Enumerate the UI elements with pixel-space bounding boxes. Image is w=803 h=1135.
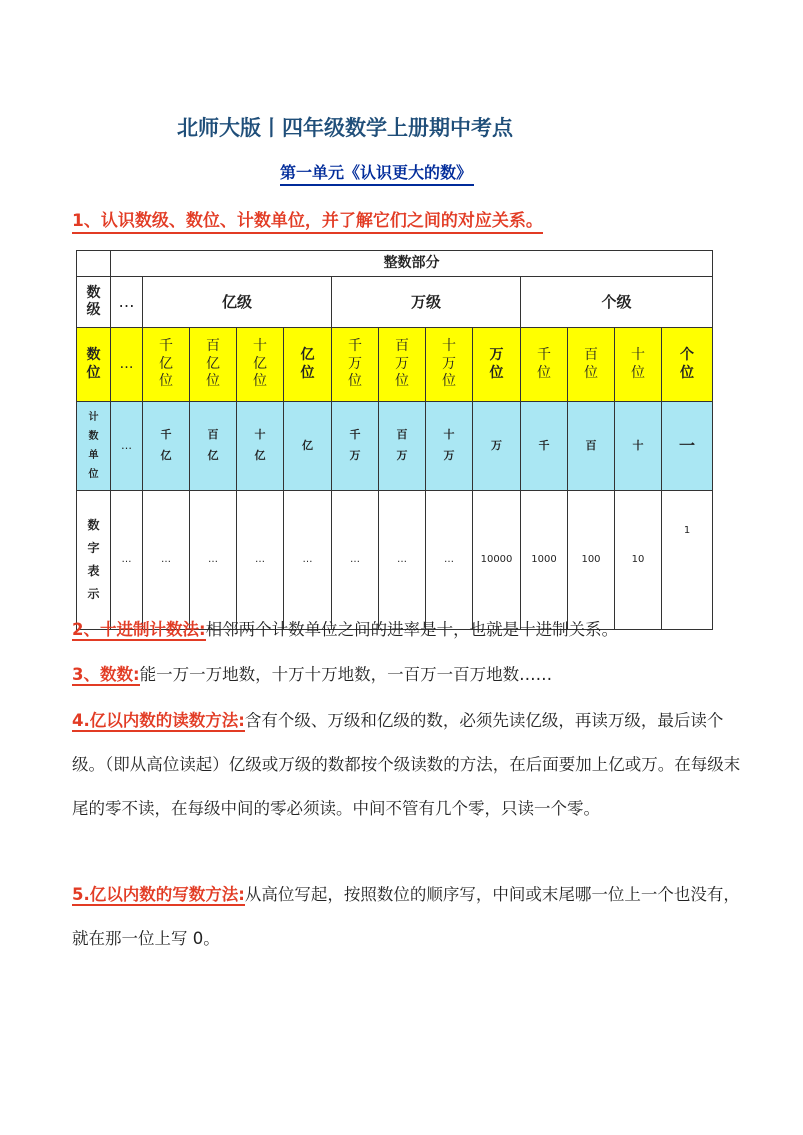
integer-part-header: 整数部分: [111, 251, 713, 277]
paragraph-counting: [72, 653, 742, 697]
position-cell: 万位: [473, 328, 521, 402]
digit-cell: …: [426, 491, 473, 630]
section-1-heading: 1、认识数级、数位、计数单位，并了解它们之间的对应关系。: [72, 206, 543, 234]
digit-cell: …: [237, 491, 284, 630]
digit-cell: 1: [662, 491, 713, 630]
digit-cell: …: [379, 491, 426, 630]
paragraph-label: 3、数数:: [72, 665, 140, 684]
digit-cell: 10: [615, 491, 662, 630]
position-cell: 十亿位: [237, 328, 284, 402]
group-ge: 个级: [521, 277, 713, 328]
position-cell: 百亿位: [190, 328, 237, 402]
unit-cell: …: [111, 402, 143, 491]
digit-cell: …: [111, 491, 143, 630]
unit-cell: 百亿: [190, 402, 237, 491]
row-label-digit: 数字表示: [77, 491, 111, 630]
level-ellipsis: …: [111, 277, 143, 328]
row-label-level: 数级: [77, 277, 111, 328]
unit-cell: 千: [521, 402, 568, 491]
digit-cell: 1000: [521, 491, 568, 630]
place-value-table: [76, 250, 713, 630]
position-cell: …: [111, 328, 143, 402]
paragraph-decimal-system: [72, 608, 742, 652]
unit-cell: 十: [615, 402, 662, 491]
position-cell: 十位: [615, 328, 662, 402]
corner-cell: [77, 251, 111, 277]
unit-cell: 百: [568, 402, 615, 491]
unit-subtitle: 第一单元《认识更大的数》: [280, 160, 474, 186]
paragraph-text: 从高位写起，按照数位的顺序写，中间或末尾哪一位上一个也没有，就在那一位上写 0。: [72, 885, 740, 948]
position-cell: 千位: [521, 328, 568, 402]
paragraph-reading-method: [72, 699, 742, 831]
unit-cell: 千万: [332, 402, 379, 491]
group-yi: 亿级: [143, 277, 332, 328]
paragraph-label: 4.亿以内数的读数方法:: [72, 711, 245, 730]
digit-cell: …: [332, 491, 379, 630]
paragraph-label: 5.亿以内数的写数方法:: [72, 885, 245, 904]
position-cell: 十万位: [426, 328, 473, 402]
digit-cell: …: [143, 491, 190, 630]
position-cell: 百位: [568, 328, 615, 402]
unit-cell: 十万: [426, 402, 473, 491]
position-cell: 千亿位: [143, 328, 190, 402]
unit-cell: 一: [662, 402, 713, 491]
position-cell: 千万位: [332, 328, 379, 402]
paragraph-text: 相邻两个计数单位之间的进率是十，也就是十进制关系。: [205, 620, 619, 639]
unit-cell: 万: [473, 402, 521, 491]
digit-cell: …: [284, 491, 332, 630]
page-title: 北师大版丨四年级数学上册期中考点: [177, 116, 513, 140]
row-label-position: 数位: [77, 328, 111, 402]
digit-cell: 100: [568, 491, 615, 630]
group-wan: 万级: [332, 277, 521, 328]
unit-cell: 十亿: [237, 402, 284, 491]
paragraph-writing-method: [72, 873, 742, 961]
digit-cell: …: [190, 491, 237, 630]
position-cell: 个位: [662, 328, 713, 402]
digit-cell: 10000: [473, 491, 521, 630]
position-cell: 亿位: [284, 328, 332, 402]
row-label-unit: 计数单位: [77, 402, 111, 491]
unit-cell: 亿: [284, 402, 332, 491]
unit-cell: 百万: [379, 402, 426, 491]
paragraph-text: 含有个级、万级和亿级的数，必须先读亿级，再读万级，最后读个级。（即从高位读起）亿级或万级的数都按个级读数的方法，在后面要加上亿或万。在每级末尾的零不读，在每级中间的零必须读。中间不管有几个零，只读一个零。: [72, 711, 741, 818]
paragraph-text: 能一万一万地数，十万十万地数，一百万一百万地数……: [139, 665, 553, 684]
paragraph-label: 2、十进制计数法:: [72, 620, 206, 639]
unit-cell: 千亿: [143, 402, 190, 491]
position-cell: 百万位: [379, 328, 426, 402]
